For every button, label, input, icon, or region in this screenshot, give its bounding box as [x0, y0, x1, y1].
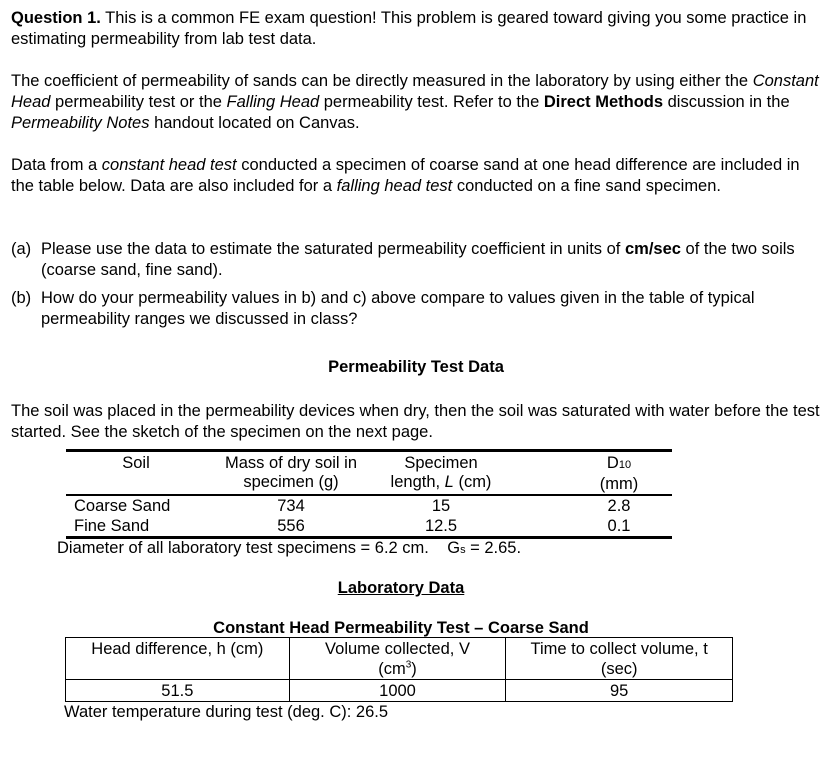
row-soil: Coarse Sand [74, 497, 171, 515]
qa-text-2: of the two soils (coarse sand, fine sand). [41, 240, 795, 279]
header-volume [289, 638, 506, 680]
p3-text-1: Data from a [11, 156, 102, 174]
header-d10-sub: 10 [618, 459, 632, 471]
row-d10: 2.8 [607, 497, 631, 515]
header-head-difference [66, 638, 290, 680]
header-time-line1: Time to collect volume, t [530, 640, 708, 658]
header-length-line2b: (cm) [453, 473, 492, 491]
cell-head: 51.5 [66, 680, 290, 702]
coefficient-paragraph [11, 71, 826, 134]
header-d10-main: D [606, 454, 619, 472]
p2-text-3: permeability test. Refer to the [319, 93, 544, 111]
question-a-label: (a) [11, 240, 32, 258]
p2-falling-head: Falling Head [226, 93, 320, 111]
header-length-line1: Specimen [404, 454, 478, 472]
specimen-diameter: Diameter of all laboratory test specimens = 6.2 cm. [57, 539, 429, 557]
soil-properties-table [66, 449, 672, 539]
p2-text-2: permeability test or the [50, 93, 227, 111]
data-paragraph [11, 155, 826, 197]
question-1-intro [11, 8, 826, 50]
row-mass: 734 [277, 497, 305, 515]
laboratory-data-heading-wrap [0, 579, 802, 598]
p3-constant-head-test: constant head test [101, 156, 237, 174]
header-time-line2: (sec) [600, 660, 638, 678]
p2-text-1: The coefficient of permeability of sands can be directly measured in the laboratory by using either the [11, 72, 753, 90]
gs-value: = 2.65. [465, 539, 522, 557]
header-volume-unit-a: (cm [378, 660, 406, 678]
header-soil-text: Soil [122, 454, 150, 472]
header-mass [206, 451, 376, 496]
gs-main: G [447, 539, 461, 557]
specific-gravity [447, 539, 521, 557]
p2-text-5: handout located on Canvas. [149, 114, 360, 132]
water-temperature: Water temperature during test (deg. C): 26.5 [64, 703, 389, 721]
header-mass-line2: specimen (g) [243, 473, 339, 491]
question-b [11, 288, 811, 330]
header-volume-line1: Volume collected, V [325, 640, 470, 658]
header-mass-line1: Mass of dry soil in [224, 454, 358, 472]
header-length-line2a: length, [390, 473, 445, 491]
header-volume-sup: 3 [405, 659, 412, 671]
constant-head-header [66, 638, 733, 680]
header-volume-unit-b: ) [411, 660, 417, 678]
header-time [506, 638, 733, 680]
header-d10-units: (mm) [599, 475, 639, 493]
cell-time: 95 [506, 680, 733, 702]
gs-sub: s [460, 544, 466, 556]
laboratory-data-heading: Laboratory Data [337, 579, 465, 597]
row-mass: 556 [277, 517, 305, 535]
row-length: 12.5 [424, 517, 458, 535]
constant-head-table [65, 637, 733, 702]
p2-text-4: discussion in the [663, 93, 790, 111]
cell-volume: 1000 [289, 680, 506, 702]
table-row [66, 680, 733, 702]
specimen-footer [57, 538, 521, 560]
qa-units: cm/sec [624, 240, 681, 258]
soil-placement-paragraph: The soil was placed in the permeability devices when dry, then the soil was saturated with water before the test started. See the sketch of the specimen on the next page. [11, 402, 820, 441]
permeability-test-data-heading: Permeability Test Data [328, 358, 504, 376]
p2-direct-methods: Direct Methods [543, 93, 664, 111]
table-row [66, 495, 672, 516]
row-d10: 0.1 [607, 517, 631, 535]
p2-notes: Permeability Notes [11, 114, 150, 132]
constant-head-title: Constant Head Permeability Test – Coarse Sand [213, 619, 589, 637]
p3-text-3: conducted on a fine sand specimen. [452, 177, 721, 195]
qa-text-1: Please use the data to estimate the saturated permeability coefficient in units of [41, 240, 625, 258]
soil-table-header [66, 451, 672, 496]
header-soil [66, 451, 206, 496]
question-intro-text: This is a common FE exam question! This problem is geared toward giving you some practice in estimating permeability from lab test data. [11, 9, 807, 48]
header-head-text: Head difference, h (cm) [91, 640, 264, 658]
row-length: 15 [431, 497, 451, 515]
p2-constant-head: Constant Head [11, 72, 819, 111]
question-a-text [11, 239, 811, 281]
question-a [11, 239, 811, 281]
row-soil: Fine Sand [74, 517, 150, 535]
p3-falling-head-test: falling head test [336, 177, 453, 195]
header-length-symbol: L [444, 473, 454, 491]
header-length [376, 451, 506, 496]
header-d10 [506, 451, 672, 496]
question-b-label: (b) [11, 289, 32, 307]
table-row [66, 516, 672, 538]
question-b-text: How do your permeability values in b) and c) above compare to values given in the table of typical permeability ranges we discussed in class? [41, 289, 755, 328]
question-label: Question 1. [11, 9, 101, 27]
p3-text-2: conducted a specimen of coarse sand at one head difference are included in the table below. Data are also included for a [11, 156, 800, 195]
